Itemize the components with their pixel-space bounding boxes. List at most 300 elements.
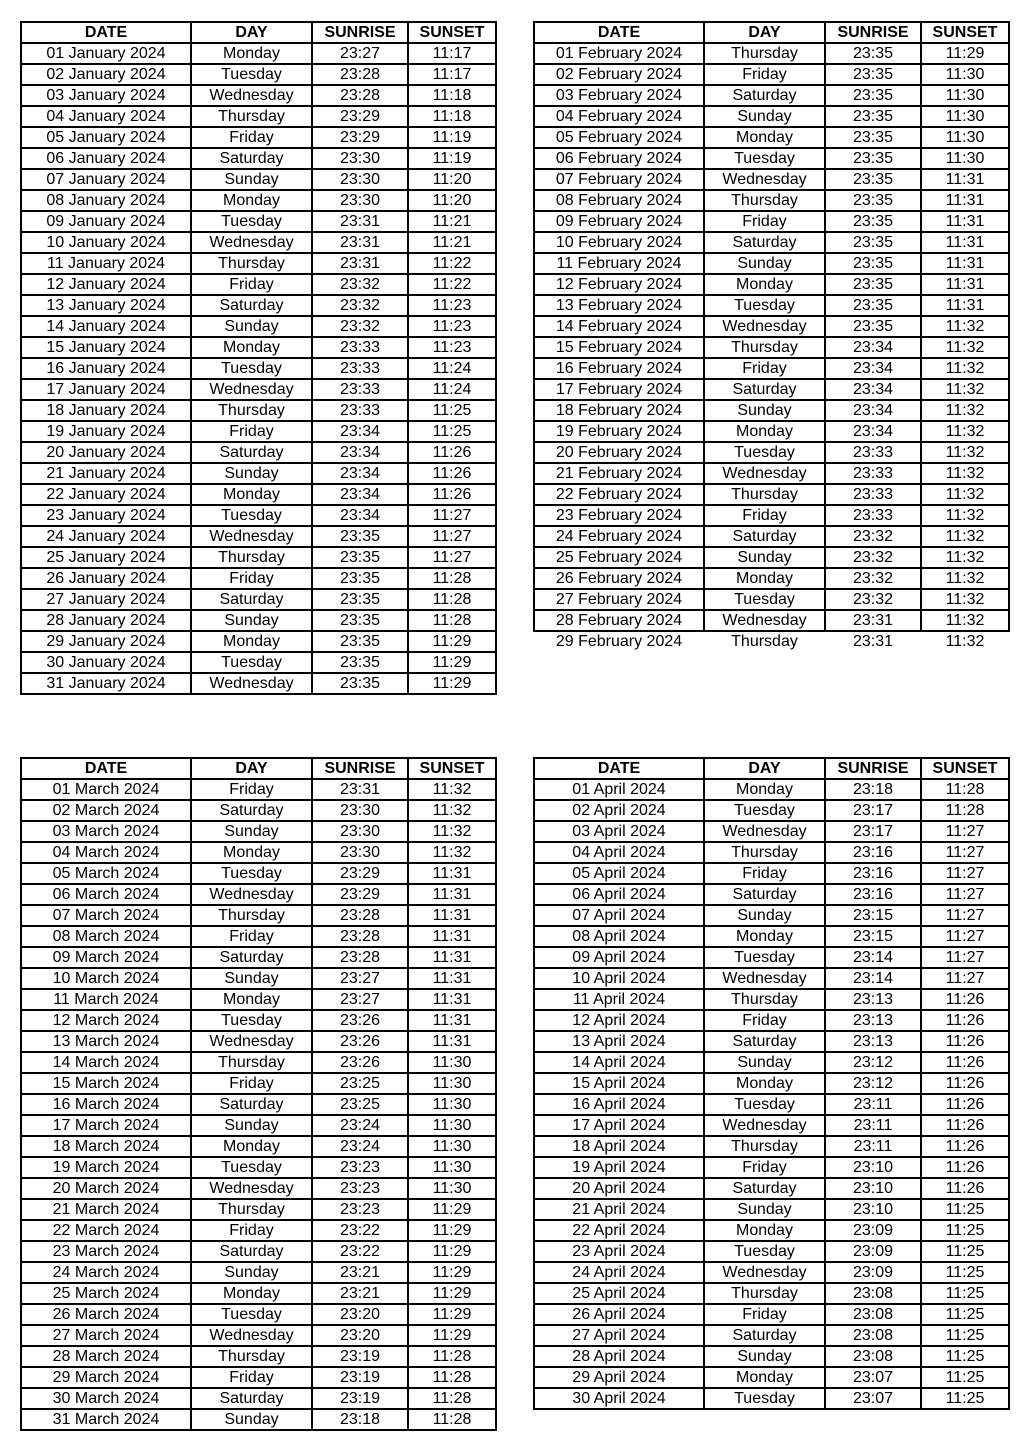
- table-row: [534, 337, 1009, 358]
- date-cell: 08 March 2024: [21, 926, 191, 947]
- sunset-cell: 11:31: [921, 253, 1009, 274]
- sunset-cell: 11:25: [921, 1325, 1009, 1346]
- day-cell: Thursday: [704, 484, 825, 505]
- sunset-cell: 11:25: [921, 1283, 1009, 1304]
- table-row: [534, 547, 1009, 568]
- sunrise-cell: 23:35: [825, 148, 921, 169]
- sunset-cell: 11:25: [921, 1346, 1009, 1367]
- sunset-cell: 11:32: [921, 442, 1009, 463]
- table-row: [534, 1304, 1009, 1325]
- sunrise-cell: 23:10: [825, 1157, 921, 1178]
- sunset-cell: 11:32: [921, 484, 1009, 505]
- sunset-cell: 11:32: [408, 779, 496, 800]
- day-cell: Wednesday: [191, 1178, 312, 1199]
- sunrise-cell: 23:35: [312, 526, 408, 547]
- table-row: [21, 463, 496, 484]
- sunset-cell: 11:29: [408, 1199, 496, 1220]
- date-cell: 06 February 2024: [534, 148, 704, 169]
- date-cell: 06 March 2024: [21, 884, 191, 905]
- sunrise-cell: 23:31: [825, 610, 921, 631]
- sunset-cell: 11:26: [408, 442, 496, 463]
- date-cell: 15 March 2024: [21, 1073, 191, 1094]
- sunrise-cell: 23:35: [312, 589, 408, 610]
- date-cell: 13 January 2024: [21, 295, 191, 316]
- sunrise-cell: 23:29: [312, 106, 408, 127]
- table-row: [534, 1115, 1009, 1136]
- sunrise-cell: 23:35: [825, 106, 921, 127]
- table-row: [21, 568, 496, 589]
- day-cell: Friday: [704, 211, 825, 232]
- day-cell: Thursday: [191, 106, 312, 127]
- day-cell: Saturday: [704, 379, 825, 400]
- day-cell: Wednesday: [191, 526, 312, 547]
- day-cell: Friday: [704, 505, 825, 526]
- date-cell: 09 January 2024: [21, 211, 191, 232]
- sunset-cell: 11:30: [921, 106, 1009, 127]
- sunrise-cell: 23:19: [312, 1346, 408, 1367]
- table-row: [534, 1388, 1009, 1409]
- sunrise-cell: 23:22: [312, 1220, 408, 1241]
- table-row: [534, 253, 1009, 274]
- sunrise-cell: 23:19: [312, 1367, 408, 1388]
- date-cell: 03 March 2024: [21, 821, 191, 842]
- date-cell: 29 February 2024: [555, 633, 683, 650]
- day-cell: Thursday: [704, 190, 825, 211]
- header-date: DATE: [21, 22, 191, 43]
- sunset-cell: 11:27: [921, 821, 1009, 842]
- sunrise-cell: 23:35: [825, 85, 921, 106]
- date-cell: 10 February 2024: [534, 232, 704, 253]
- table-row: [21, 1031, 496, 1052]
- date-cell: 30 April 2024: [534, 1388, 704, 1409]
- day-cell: Tuesday: [704, 148, 825, 169]
- sunset-cell: 11:32: [921, 337, 1009, 358]
- sunset-cell: 11:27: [921, 863, 1009, 884]
- sunrise-cell: 23:34: [312, 505, 408, 526]
- day-cell: Monday: [704, 568, 825, 589]
- table-row: [534, 1199, 1009, 1220]
- day-cell: Sunday: [191, 1409, 312, 1430]
- sunrise-cell: 23:35: [312, 610, 408, 631]
- sunset-cell: 11:26: [408, 463, 496, 484]
- table-row: [21, 127, 496, 148]
- day-cell: Saturday: [191, 800, 312, 821]
- date-cell: 10 January 2024: [21, 232, 191, 253]
- table-row: [21, 211, 496, 232]
- table-row: [21, 1346, 496, 1367]
- sunrise-cell: 23:35: [825, 43, 921, 64]
- date-cell: 03 February 2024: [534, 85, 704, 106]
- day-cell: Thursday: [704, 842, 825, 863]
- table-row: [21, 652, 496, 673]
- sunrise-cell: 23:35: [825, 64, 921, 85]
- date-cell: 24 February 2024: [534, 526, 704, 547]
- table-row: [534, 211, 1009, 232]
- sunset-cell: 11:32: [921, 610, 1009, 631]
- table-row: [534, 800, 1009, 821]
- day-cell: Thursday: [191, 547, 312, 568]
- date-cell: 19 February 2024: [534, 421, 704, 442]
- sunset-cell: 11:25: [921, 1388, 1009, 1409]
- table-row: [534, 127, 1009, 148]
- table-row: [534, 463, 1009, 484]
- day-cell: Friday: [191, 926, 312, 947]
- table-row: [534, 610, 1009, 631]
- table-row: [534, 484, 1009, 505]
- table-row: [534, 1052, 1009, 1073]
- table-row: [21, 442, 496, 463]
- date-cell: 05 February 2024: [534, 127, 704, 148]
- sunset-cell: 11:26: [921, 989, 1009, 1010]
- table-row: [21, 884, 496, 905]
- table-row: [534, 379, 1009, 400]
- table-row: [21, 358, 496, 379]
- table-row: [534, 316, 1009, 337]
- day-cell: Monday: [191, 631, 312, 652]
- date-cell: 27 March 2024: [21, 1325, 191, 1346]
- date-cell: 28 February 2024: [534, 610, 704, 631]
- table-row: [534, 1010, 1009, 1031]
- day-cell: Tuesday: [704, 1388, 825, 1409]
- date-cell: 26 January 2024: [21, 568, 191, 589]
- date-cell: 25 January 2024: [21, 547, 191, 568]
- sunset-cell: 11:31: [921, 190, 1009, 211]
- table-row: [21, 1220, 496, 1241]
- table-row: [21, 547, 496, 568]
- table-row: [534, 968, 1009, 989]
- sunset-cell: 11:31: [408, 947, 496, 968]
- date-cell: 20 February 2024: [534, 442, 704, 463]
- day-cell: Tuesday: [191, 1304, 312, 1325]
- sunset-cell: 11:22: [408, 274, 496, 295]
- date-cell: 20 March 2024: [21, 1178, 191, 1199]
- day-cell: Tuesday: [191, 863, 312, 884]
- date-cell: 23 February 2024: [534, 505, 704, 526]
- day-cell: Sunday: [191, 463, 312, 484]
- header-date: DATE: [534, 758, 704, 779]
- day-cell: Tuesday: [191, 64, 312, 85]
- date-cell: 08 January 2024: [21, 190, 191, 211]
- day-cell: Tuesday: [191, 211, 312, 232]
- day-cell: Saturday: [191, 295, 312, 316]
- table-row: [21, 1367, 496, 1388]
- sunrise-cell: 23:32: [825, 568, 921, 589]
- table-row: [534, 926, 1009, 947]
- day-cell: Wednesday: [191, 673, 312, 694]
- day-cell: Wednesday: [704, 610, 825, 631]
- sunset-cell: 11:28: [408, 1409, 496, 1430]
- day-cell: Wednesday: [191, 884, 312, 905]
- table-row: [21, 926, 496, 947]
- date-cell: 23 January 2024: [21, 505, 191, 526]
- table-row: [534, 1136, 1009, 1157]
- day-cell: Sunday: [191, 316, 312, 337]
- sunrise-cell: 23:31: [312, 253, 408, 274]
- sunrise-cell: 23:27: [312, 43, 408, 64]
- table-row: [21, 1241, 496, 1262]
- sunset-cell: 11:32: [408, 842, 496, 863]
- day-cell: Friday: [704, 863, 825, 884]
- date-cell: 17 February 2024: [534, 379, 704, 400]
- table-row: [534, 421, 1009, 442]
- day-cell: Tuesday: [191, 1010, 312, 1031]
- date-cell: 29 April 2024: [534, 1367, 704, 1388]
- sunrise-cell: 23:30: [312, 800, 408, 821]
- sunrise-cell: 23:35: [312, 652, 408, 673]
- sunset-cell: 11:32: [945, 633, 985, 650]
- date-cell: 22 February 2024: [534, 484, 704, 505]
- sunset-cell: 11:24: [408, 358, 496, 379]
- sunset-cell: 11:29: [921, 43, 1009, 64]
- header-sunrise: SUNRISE: [312, 22, 408, 43]
- sunrise-cell: 23:32: [825, 589, 921, 610]
- date-cell: 24 April 2024: [534, 1262, 704, 1283]
- date-cell: 06 January 2024: [21, 148, 191, 169]
- sunset-cell: 11:31: [408, 905, 496, 926]
- sunset-cell: 11:27: [921, 947, 1009, 968]
- date-cell: 21 April 2024: [534, 1199, 704, 1220]
- sunset-cell: 11:32: [921, 505, 1009, 526]
- day-cell: Saturday: [191, 1094, 312, 1115]
- table-row: [21, 1073, 496, 1094]
- day-cell: Monday: [191, 484, 312, 505]
- sunset-cell: 11:21: [408, 232, 496, 253]
- sunset-cell: 11:30: [921, 148, 1009, 169]
- table-row: [21, 169, 496, 190]
- header-sunset: SUNSET: [921, 22, 1009, 43]
- day-cell: Wednesday: [704, 316, 825, 337]
- sunrise-cell: 23:16: [825, 863, 921, 884]
- sunset-cell: 11:20: [408, 190, 496, 211]
- sunset-cell: 11:32: [408, 821, 496, 842]
- date-cell: 01 March 2024: [21, 779, 191, 800]
- day-cell: Friday: [191, 1367, 312, 1388]
- day-cell: Friday: [704, 64, 825, 85]
- sunset-cell: 11:18: [408, 85, 496, 106]
- table-row: [534, 631, 1009, 651]
- day-cell: Tuesday: [704, 947, 825, 968]
- sunrise-cell: 23:28: [312, 905, 408, 926]
- day-cell: Friday: [191, 127, 312, 148]
- header-sunrise: SUNRISE: [312, 758, 408, 779]
- day-cell: Wednesday: [704, 463, 825, 484]
- date-cell: 13 March 2024: [21, 1031, 191, 1052]
- date-cell: 30 January 2024: [21, 652, 191, 673]
- sunset-cell: 11:31: [408, 863, 496, 884]
- sunset-cell: 11:32: [921, 568, 1009, 589]
- date-cell: 20 January 2024: [21, 442, 191, 463]
- table-row: [534, 1031, 1009, 1052]
- sunrise-cell: 23:34: [825, 379, 921, 400]
- day-cell: Tuesday: [704, 295, 825, 316]
- table-row: [21, 1052, 496, 1073]
- date-cell: 30 March 2024: [21, 1388, 191, 1409]
- sunset-cell: 11:20: [408, 169, 496, 190]
- sunrise-cell: 23:35: [312, 673, 408, 694]
- day-cell: Sunday: [704, 400, 825, 421]
- sunset-cell: 11:26: [408, 484, 496, 505]
- sunset-cell: 11:31: [921, 274, 1009, 295]
- sunset-cell: 11:29: [408, 1241, 496, 1262]
- table-row: [534, 821, 1009, 842]
- date-cell: 28 April 2024: [534, 1346, 704, 1367]
- day-cell: Friday: [704, 1304, 825, 1325]
- header-sunset: SUNSET: [408, 22, 496, 43]
- day-cell: Monday: [704, 127, 825, 148]
- sunset-cell: 11:30: [408, 1094, 496, 1115]
- table-row: [534, 1367, 1009, 1388]
- header-row: [21, 22, 496, 43]
- sunset-cell: 11:23: [408, 295, 496, 316]
- date-cell: 05 March 2024: [21, 863, 191, 884]
- day-cell: Thursday: [191, 1346, 312, 1367]
- table-row: [21, 842, 496, 863]
- header-row: [21, 758, 496, 779]
- header-day: DAY: [704, 22, 825, 43]
- date-cell: 24 March 2024: [21, 1262, 191, 1283]
- table-row: [21, 106, 496, 127]
- date-cell: 25 April 2024: [534, 1283, 704, 1304]
- sunset-cell: 11:30: [408, 1157, 496, 1178]
- day-cell: Tuesday: [704, 800, 825, 821]
- sunrise-cell: 23:31: [312, 779, 408, 800]
- date-cell: 29 March 2024: [21, 1367, 191, 1388]
- header-date: DATE: [534, 22, 704, 43]
- date-cell: 16 January 2024: [21, 358, 191, 379]
- sunrise-cell: 23:33: [825, 463, 921, 484]
- day-cell: Thursday: [704, 337, 825, 358]
- table-row: [21, 337, 496, 358]
- table-row: [534, 1220, 1009, 1241]
- sunrise-cell: 23:11: [825, 1115, 921, 1136]
- sunrise-cell: 23:23: [312, 1157, 408, 1178]
- sunrise-cell: 23:13: [825, 989, 921, 1010]
- day-cell: Sunday: [704, 1346, 825, 1367]
- day-cell: Saturday: [704, 526, 825, 547]
- day-cell: Wednesday: [191, 1031, 312, 1052]
- date-cell: 13 February 2024: [534, 295, 704, 316]
- sunset-cell: 11:32: [921, 463, 1009, 484]
- date-cell: 15 April 2024: [534, 1073, 704, 1094]
- sunrise-cell: 23:08: [825, 1325, 921, 1346]
- date-cell: 17 January 2024: [21, 379, 191, 400]
- table-row: [534, 884, 1009, 905]
- sunset-cell: 11:32: [921, 358, 1009, 379]
- table-row: [534, 442, 1009, 463]
- sunrise-cell: 23:33: [825, 505, 921, 526]
- sunset-cell: 11:31: [921, 211, 1009, 232]
- sunrise-cell: 23:16: [825, 884, 921, 905]
- sunset-cell: 11:30: [408, 1115, 496, 1136]
- date-cell: 19 April 2024: [534, 1157, 704, 1178]
- day-cell: Thursday: [704, 43, 825, 64]
- sunset-cell: 11:27: [921, 905, 1009, 926]
- day-cell: Saturday: [704, 85, 825, 106]
- day-cell: Friday: [704, 358, 825, 379]
- date-cell: 11 January 2024: [21, 253, 191, 274]
- sunset-cell: 11:27: [921, 842, 1009, 863]
- table-row: [21, 85, 496, 106]
- date-cell: 17 April 2024: [534, 1115, 704, 1136]
- sunrise-cell: 23:29: [312, 884, 408, 905]
- sunrise-cell: 23:34: [312, 421, 408, 442]
- table-row: [21, 1325, 496, 1346]
- table-row: [21, 421, 496, 442]
- sunrise-cell: 23:14: [825, 947, 921, 968]
- date-cell: 02 February 2024: [534, 64, 704, 85]
- date-cell: 09 March 2024: [21, 947, 191, 968]
- header-date: DATE: [21, 758, 191, 779]
- sunset-cell: 11:31: [408, 968, 496, 989]
- day-cell: Monday: [704, 421, 825, 442]
- day-cell: Saturday: [704, 1031, 825, 1052]
- sunset-cell: 11:32: [921, 400, 1009, 421]
- day-cell: Tuesday: [704, 589, 825, 610]
- sunset-cell: 11:29: [408, 631, 496, 652]
- table-row: [21, 1115, 496, 1136]
- sunset-cell: 11:28: [921, 800, 1009, 821]
- table-row: [534, 232, 1009, 253]
- sunrise-cell: 23:31: [312, 211, 408, 232]
- sunset-cell: 11:32: [408, 800, 496, 821]
- sunrise-cell: 23:33: [312, 379, 408, 400]
- day-cell: Wednesday: [191, 379, 312, 400]
- date-cell: 10 March 2024: [21, 968, 191, 989]
- date-cell: 04 March 2024: [21, 842, 191, 863]
- table-march: [20, 757, 497, 1431]
- table-row: [21, 274, 496, 295]
- date-cell: 11 February 2024: [534, 253, 704, 274]
- sunset-cell: 11:30: [408, 1052, 496, 1073]
- sunset-cell: 11:30: [408, 1136, 496, 1157]
- date-cell: 23 April 2024: [534, 1241, 704, 1262]
- sunrise-cell: 23:31: [852, 633, 894, 650]
- sunrise-cell: 23:35: [825, 316, 921, 337]
- sunset-cell: 11:32: [921, 526, 1009, 547]
- day-cell: Sunday: [704, 905, 825, 926]
- date-cell: 23 March 2024: [21, 1241, 191, 1262]
- table-row: [534, 589, 1009, 610]
- date-cell: 27 April 2024: [534, 1325, 704, 1346]
- day-cell: Thursday: [191, 253, 312, 274]
- day-cell: Thursday: [731, 633, 798, 650]
- sunrise-cell: 23:28: [312, 947, 408, 968]
- table-row: [21, 148, 496, 169]
- sunset-cell: 11:30: [921, 127, 1009, 148]
- sunset-cell: 11:27: [921, 884, 1009, 905]
- day-cell: Sunday: [704, 106, 825, 127]
- table-january: [20, 21, 497, 695]
- sunrise-cell: 23:26: [312, 1031, 408, 1052]
- sunset-cell: 11:25: [921, 1220, 1009, 1241]
- table-row: [21, 1304, 496, 1325]
- sunrise-cell: 23:33: [825, 484, 921, 505]
- table-row: [534, 1283, 1009, 1304]
- sunset-cell: 11:29: [408, 673, 496, 694]
- date-cell: 14 April 2024: [534, 1052, 704, 1073]
- table-row: [534, 1262, 1009, 1283]
- table-row: [21, 947, 496, 968]
- sunset-cell: 11:26: [921, 1052, 1009, 1073]
- table-row: [534, 190, 1009, 211]
- day-cell: Monday: [191, 1136, 312, 1157]
- date-cell: 09 April 2024: [534, 947, 704, 968]
- day-cell: Thursday: [191, 905, 312, 926]
- date-cell: 01 February 2024: [534, 43, 704, 64]
- sunrise-cell: 23:21: [312, 1262, 408, 1283]
- day-cell: Wednesday: [191, 232, 312, 253]
- table-row: [21, 1388, 496, 1409]
